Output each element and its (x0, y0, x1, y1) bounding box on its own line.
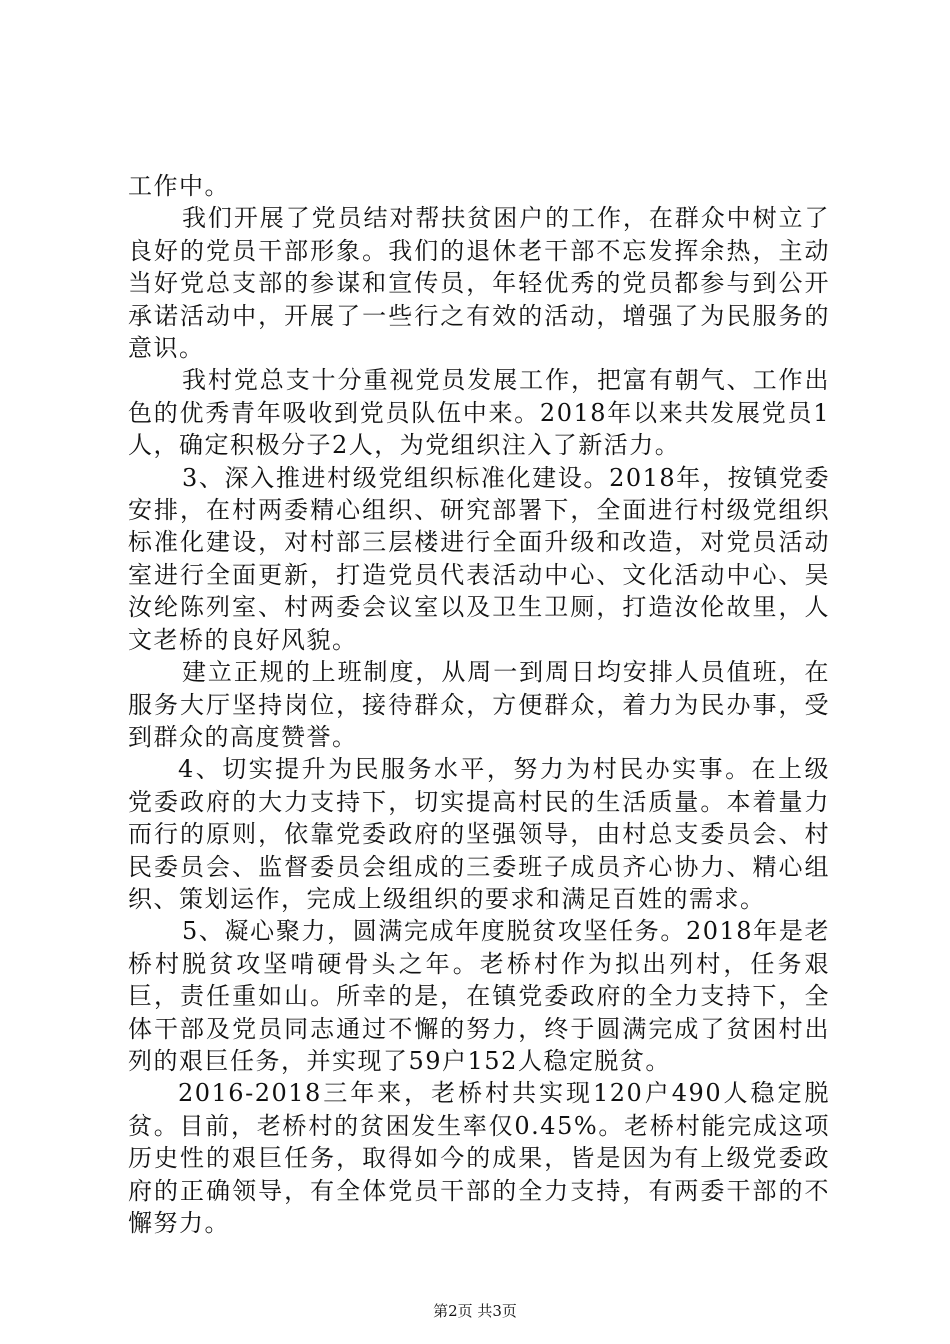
paragraph-service-level: 4、切实提升为民服务水平，努力为村民办实事。在上级党委政府的大力支持下，切实提高村民的生活质量。本着量力而行的原则，依靠党委政府的坚强领导，由村总支委员会、村民委员会、监督委员会组成的三委班子成员齐心协力、精心组织、策划运作，完成上级组织的要求和满足百姓的需求。 (128, 755, 830, 913)
paragraph-standardization: 3、深入推进村级党组织标准化建设。2018年，按镇党委安排，在村两委精心组织、研究部署下，全面进行村级党组织标准化建设，对村部三层楼进行全面升级和改造，对党员活动室进行全面更新，打造党员代表活动中心、文化活动中心、吴汝纶陈列室、村两委会议室以及卫生卫厕，打造汝伦故里，人文老桥的良好风貌。 (128, 463, 830, 654)
paragraph-member-development: 我村党总支十分重视党员发展工作，把富有朝气、工作出色的优秀青年吸收到党员队伍中来。2018年以来共发展党员1人，确定积极分子2人，为党组织注入了新活力。 (128, 366, 830, 460)
document-body (128, 170, 830, 1239)
paragraph-party-member-assistance: 我们开展了党员结对帮扶贫困户的工作，在群众中树立了良好的党员干部形象。我们的退休老干部不忘发挥余热，主动当好党总支部的参谋和宣传员，年轻优秀的党员都参与到公开承诺活动中，开展了一些行之有效的活动，增强了为民服务的意识。 (128, 204, 830, 363)
paragraph-poverty-alleviation: 5、凝心聚力，圆满完成年度脱贫攻坚任务。2018年是老桥村脱贫攻坚啃硬骨头之年。老桥村作为拟出列村，任务艰巨，责任重如山。所幸的是，在镇党委政府的全力支持下，全体干部及党员同志通过不懈的努力，终于圆满完成了贫困村出列的艰巨任务，并实现了59户152人稳定脱贫。 (128, 917, 830, 1075)
page-number-footer: 第2页 共3页 (433, 1302, 517, 1320)
paragraph-duty-system: 建立正规的上班制度，从周一到周日均安排人员值班，在服务大厅坚持岗位，接待群众，方便群众，着力为民办事，受到群众的高度赞誉。 (128, 658, 830, 751)
paragraph-continuation: 工作中。 (128, 172, 230, 200)
paragraph-three-year-summary: 2016-2018三年来，老桥村共实现120户490人稳定脱贫。目前，老桥村的贫困发生率仅0.45%。老桥村能完成这项历史性的艰巨任务，取得如今的成果，皆是因为有上级党委政府的正确领导，有全体党员干部的全力支持，有两委干部的不懈努力。 (128, 1079, 830, 1237)
